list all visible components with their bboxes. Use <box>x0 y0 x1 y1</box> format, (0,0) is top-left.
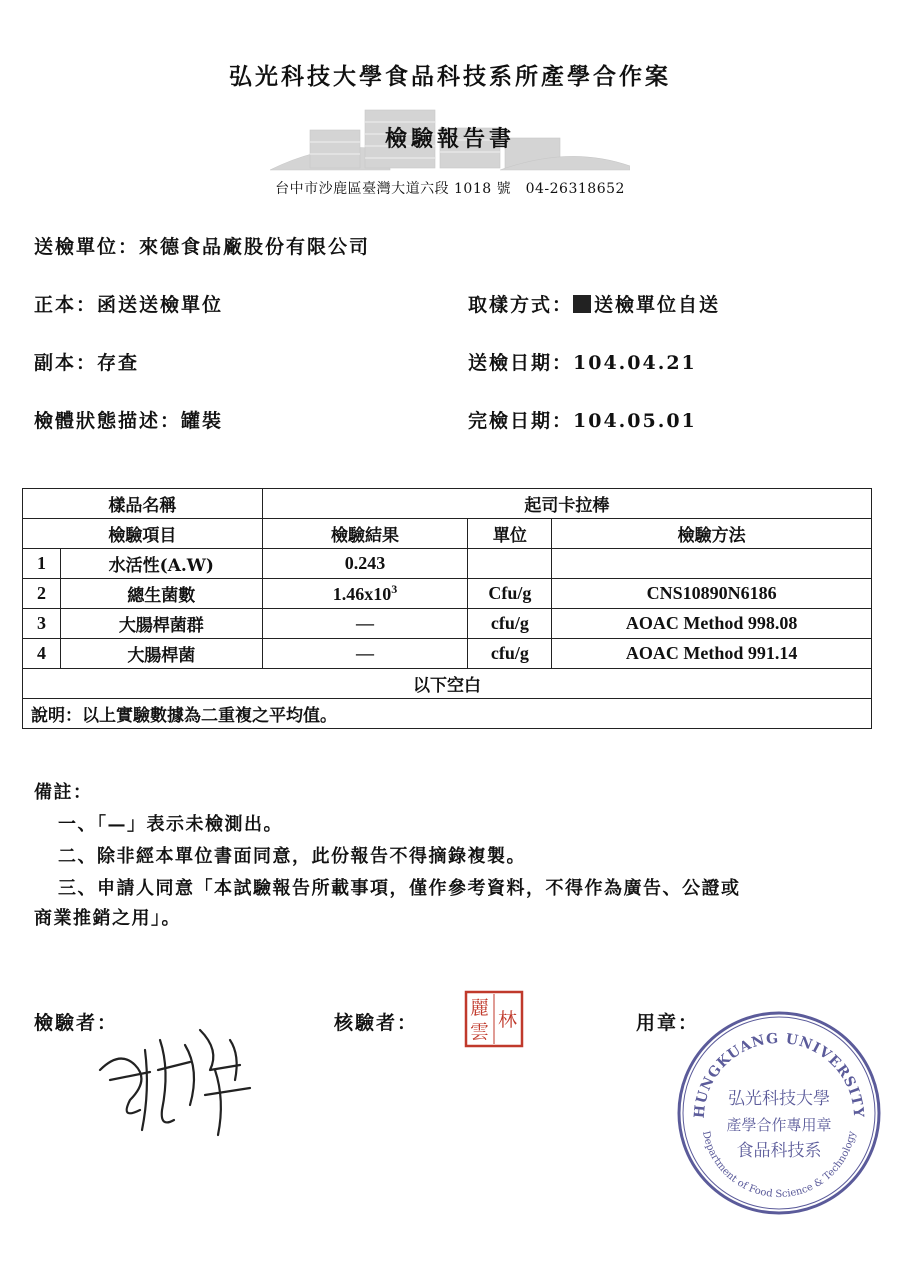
note-line-3a: 三、申請人同意「本試驗報告所載事項，僅作參考資料，不得作為廣告、公證或 <box>58 878 741 899</box>
row-result: 0.243 <box>262 549 468 579</box>
svg-text:林: 林 <box>498 1009 518 1031</box>
svg-text:弘光科技大學: 弘光科技大學 <box>728 1089 830 1109</box>
svg-text:食品科技系: 食品科技系 <box>736 1141 822 1161</box>
header-method: 檢驗方法 <box>552 519 872 549</box>
svg-text:麗: 麗 <box>470 997 490 1019</box>
row-item: 總生菌數 <box>60 579 262 609</box>
report-subtitle: 檢驗報告書 <box>384 126 515 152</box>
university-seal-image <box>674 1008 884 1218</box>
header-unit: 單位 <box>468 519 552 549</box>
blank-note-row <box>23 669 872 699</box>
copy-field: 副本：存查 <box>34 352 140 374</box>
explanation-row <box>23 699 872 729</box>
note-line-1: 一、「—」表示未檢測出。 <box>58 814 283 835</box>
row-result <box>262 579 468 609</box>
svg-text:HUNGKUANG UNIVERSITY: HUNGKUANG UNIVERSITY <box>691 1030 867 1119</box>
row-number: 4 <box>23 639 61 669</box>
table-row <box>23 609 872 639</box>
verifier-seal-image <box>464 990 524 1048</box>
svg-text:雲: 雲 <box>470 1021 490 1043</box>
report-title: 弘光科技大學食品科技系所產學合作案 <box>229 63 671 90</box>
verifier-label: 核驗者： <box>334 1012 419 1034</box>
row-method <box>552 549 872 579</box>
svg-text:產學合作專用章: 產學合作專用章 <box>726 1116 832 1134</box>
address-line: 台中市沙鹿區臺灣大道六段 1018 號 04-26318652 <box>275 181 625 197</box>
signature-image <box>90 1010 270 1150</box>
checked-box-icon <box>573 295 591 313</box>
complete-date-field: 完檢日期：104.05.01 <box>468 410 697 432</box>
original-field: 正本：函送送檢單位 <box>34 294 224 316</box>
sample-name-row <box>23 489 872 519</box>
note-line-2: 二、除非經本單位書面同意，此份報告不得摘錄複製。 <box>58 846 526 867</box>
results-table <box>22 488 872 729</box>
row-unit: cfu/g <box>468 609 552 639</box>
row-method: AOAC Method 991.14 <box>552 639 872 669</box>
result-exponent: 3 <box>391 582 398 596</box>
explanation-text: 說明：以上實驗數據為二重複之平均值。 <box>23 699 872 729</box>
row-item: 大腸桿菌群 <box>60 609 262 639</box>
table-header-row <box>23 519 872 549</box>
sample-name-label: 樣品名稱 <box>23 489 263 519</box>
row-number: 2 <box>23 579 61 609</box>
sampling-field <box>468 290 720 317</box>
sampling-label: 取樣方式： <box>468 294 574 316</box>
row-unit: Cfu/g <box>468 579 552 609</box>
row-unit <box>468 549 552 579</box>
row-result: — <box>262 639 468 669</box>
header-item: 檢驗項目 <box>23 519 263 549</box>
row-number: 3 <box>23 609 61 639</box>
row-unit: cfu/g <box>468 639 552 669</box>
sample-state-field: 檢體狀態描述：罐裝 <box>34 410 224 432</box>
row-item: 大腸桿菌 <box>60 639 262 669</box>
inspector-label: 檢驗者： <box>34 1012 119 1034</box>
stamp-label: 用章： <box>636 1012 700 1034</box>
table-row <box>23 549 872 579</box>
submitter-field: 送檢單位：來德食品廠股份有限公司 <box>34 236 371 258</box>
row-method: AOAC Method 998.08 <box>552 609 872 639</box>
notes-title: 備註： <box>34 782 93 803</box>
sample-name-value: 起司卡拉棒 <box>262 489 871 519</box>
submit-date-field: 送檢日期：104.04.21 <box>468 352 697 374</box>
blank-note: 以下空白 <box>23 669 872 699</box>
row-number: 1 <box>23 549 61 579</box>
table-row <box>23 639 872 669</box>
row-method: CNS10890N6186 <box>552 579 872 609</box>
note-line-3b: 商業推銷之用」。 <box>34 908 181 929</box>
sampling-value: 送檢單位自送 <box>594 294 721 316</box>
svg-text:Department of Food Science & T: Department of Food Science & Technology <box>699 1130 859 1200</box>
table-row <box>23 579 872 609</box>
row-result: — <box>262 609 468 639</box>
row-item: 水活性(A.W) <box>60 549 262 579</box>
header-result: 檢驗結果 <box>262 519 468 549</box>
result-mantissa: 1.46x10 <box>332 584 392 604</box>
